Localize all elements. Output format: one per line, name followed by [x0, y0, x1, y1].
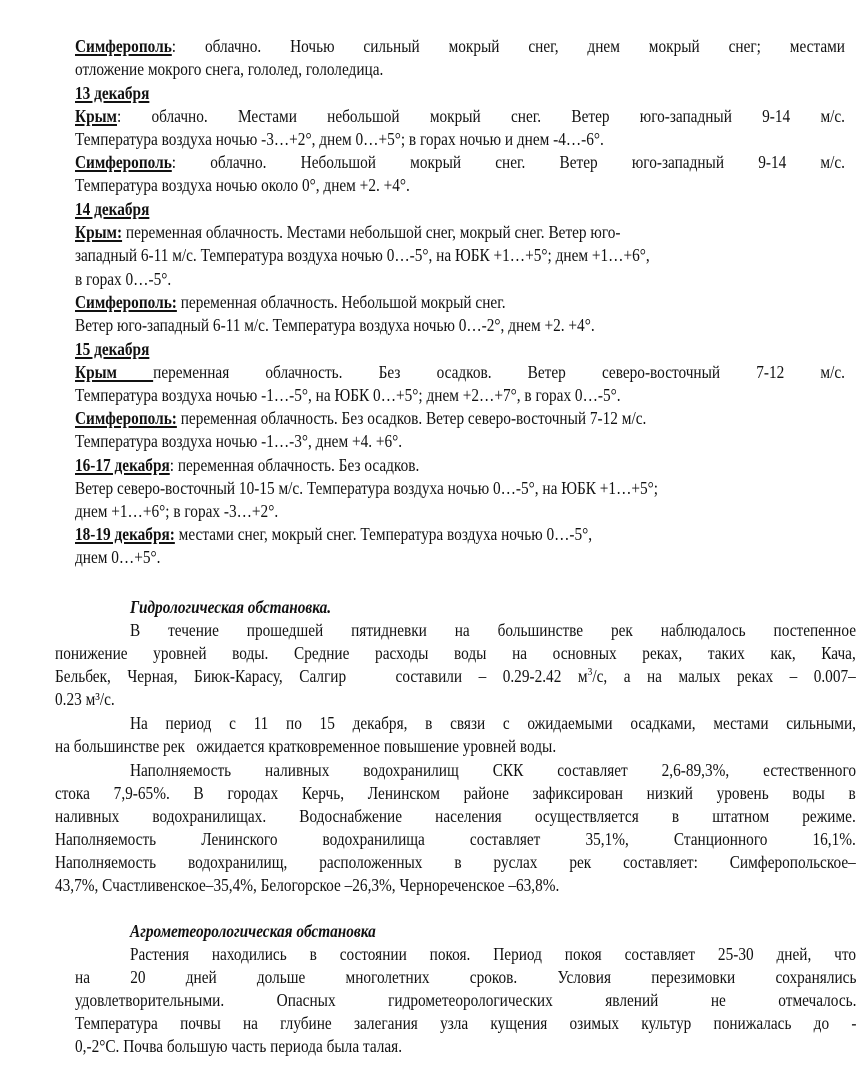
forecast-line [75, 384, 695, 407]
paragraph-text: стока 7,9-65%. В городах Керчь, Ленинском районе зафиксирован низкий уровень воды в [55, 783, 856, 803]
date-range-label: 16-17 декабря [75, 455, 170, 475]
paragraph-line [130, 712, 856, 735]
date-heading-text: 15 декабря [75, 339, 150, 359]
agro-title [130, 920, 409, 943]
city-label: Симферополь [75, 152, 172, 172]
forecast-line [75, 244, 728, 267]
paragraph-line [55, 642, 856, 665]
paragraph-line [75, 1012, 856, 1035]
forecast-line [75, 477, 738, 500]
forecast-text: переменная облачность. Небольшой мокрый снег. [176, 292, 506, 312]
forecast-intro-line [75, 58, 425, 81]
city-label: Симферополь [75, 36, 172, 56]
paragraph-line [75, 1035, 447, 1058]
paragraph-line [55, 665, 856, 688]
forecast-text: переменная облачность. Без осадков. Ветер северо-восточный 7-12 м/с. [176, 408, 647, 428]
paragraph-text: на большинстве рек ожидается кратковременное повышение уровней воды. [55, 736, 557, 756]
paragraph-line [55, 735, 625, 758]
paragraph-text: Бельбек, Черная, Биюк-Карасу, Салгир составили – 0.29-2.42 м [55, 666, 588, 686]
paragraph-line [55, 805, 856, 828]
forecast-text: переменная облачность. Без осадков. Ветер северо-восточный 7-12 м/с. [153, 362, 845, 382]
forecast-text: местами снег, мокрый снег. Температура воздуха ночью 0…-5°, [174, 524, 593, 544]
paragraph-text: 0,-2°C. Почва большую часть периода была талая. [75, 1036, 403, 1056]
forecast-line [75, 128, 676, 151]
paragraph-text: на 20 дней дольше многолетних сроков. Условия перезимовки сохранялись [75, 967, 857, 987]
date-range-label: 18-19 декабря: [75, 524, 175, 544]
paragraph-line [130, 943, 856, 966]
paragraph-text: наливных водохранилищах. Водоснабжение населения осуществляется в штатном режиме. [55, 806, 856, 826]
forecast-text: Ветер юго-западный 6-11 м/с. Температура воздуха ночью 0…-2°, днем +2. +4°. [75, 315, 595, 335]
forecast-text: днем +1…+6°; в горах -3…+2°. [75, 501, 279, 521]
forecast-text: : переменная облачность. Без осадков. [169, 455, 420, 475]
paragraph-text: понижение уровней воды. Средние расходы воды на основных реках, таких как, Кача, [55, 643, 856, 663]
forecast-line [75, 430, 447, 453]
forecast-intro-line [75, 35, 845, 58]
date-heading [75, 82, 159, 105]
date-heading-text: 14 декабря [75, 199, 150, 219]
date-heading-text: 13 декабря [75, 83, 150, 103]
paragraph-text: 43,7%, Счастливенское–35,4%, Белогорское –26,3%, Чернореченское –63,8%. [55, 875, 560, 895]
forecast-line [75, 268, 184, 291]
forecast-line [75, 221, 695, 244]
paragraph-text: Температура почвы на глубине залегания узла кущения озимых культур понижалась до - [75, 1013, 857, 1033]
forecast-text: отложение мокрого снега, гололед, гололедица. [75, 59, 384, 79]
paragraph-text: Наполняемость водохранилищ, расположенных в руслах рек составляет: Симферопольское– [55, 852, 856, 872]
paragraph-line [55, 851, 856, 874]
paragraph-text: На период с 11 по 15 декабря, в связи с ожидаемыми осадками, местами сильными, [130, 713, 856, 733]
forecast-line [75, 546, 172, 569]
paragraph-line [55, 828, 856, 851]
forecast-line [75, 291, 564, 314]
forecast-line [75, 174, 456, 197]
region-label: Крым: [75, 222, 123, 242]
forecast-line [75, 523, 663, 546]
forecast-line [75, 314, 666, 337]
paragraph-line [55, 688, 123, 711]
hydrology-title-text: Гидрологическая обстановка. [130, 597, 332, 617]
superscript: 3 [587, 666, 593, 679]
forecast-text: Ветер северо-восточный 10-15 м/с. Температура воздуха ночью 0…-5°, на ЮБК +1…+5°; [75, 478, 659, 498]
forecast-text: : облачно. Небольшой мокрый снег. Ветер юго-западный 9-14 м/с. [171, 152, 845, 172]
date-heading [75, 338, 159, 361]
paragraph-text: В течение прошедшей пятидневки на большинстве рек наблюдалось постепенное [130, 620, 856, 640]
paragraph-text: 0.23 м³/с. [55, 689, 115, 709]
city-label: Симферополь: [75, 292, 177, 312]
forecast-text: Температура воздуха ночью -1…-3°, днем +4. +6°. [75, 431, 403, 451]
paragraph-text: Наполняемость наливных водохранилищ СКК составляет 2,6-89,3%, естественного [130, 760, 856, 780]
forecast-text: : облачно. Ночью сильный мокрый снег, днем мокрый снег; местами [171, 36, 845, 56]
forecast-text: переменная облачность. Местами небольшой снег, мокрый снег. Ветер юго- [122, 222, 621, 242]
paragraph-line [75, 989, 856, 1012]
forecast-line [75, 151, 845, 174]
paragraph-line [55, 782, 856, 805]
city-label: Симферополь: [75, 408, 177, 428]
date-heading [75, 198, 159, 221]
paragraph-text: удовлетворительными. Опасных гидрометеорологических явлений не отмечалось. [75, 990, 857, 1010]
paragraph-text: Растения находились в состоянии покоя. Период покоя составляет 25-30 дней, что [130, 944, 856, 964]
region-label: Крым [75, 362, 154, 382]
paragraph-line [130, 619, 856, 642]
forecast-line [75, 500, 306, 523]
forecast-text: днем 0…+5°. [75, 547, 161, 567]
agro-title-text: Агрометеорологическая обстановка [130, 921, 376, 941]
forecast-text: в горах 0…-5°. [75, 269, 172, 289]
forecast-text: Температура воздуха ночью -3…+2°, днем 0…+5°; в горах ночью и днем -4…-6°. [75, 129, 604, 149]
forecast-line [75, 454, 466, 477]
forecast-line [75, 407, 724, 430]
forecast-text: западный 6-11 м/с. Температура воздуха ночью 0…-5°, на ЮБК +1…+5°; днем +1…+6°, [75, 245, 650, 265]
forecast-text: Температура воздуха ночью -1…-5°, на ЮБК 0…+5°; днем +2…+7°, в горах 0…-5°. [75, 385, 621, 405]
forecast-line [75, 105, 845, 128]
paragraph-line [75, 966, 856, 989]
paragraph-text: Наполняемость Ленинского водохранилища составляет 35,1%, Станционного 16,1%. [55, 829, 856, 849]
forecast-text: : облачно. Местами небольшой мокрый снег. Ветер юго-западный 9-14 м/с. [116, 106, 846, 126]
region-label: Крым [75, 106, 117, 126]
paragraph-text: /с, а на малых реках – 0.007– [592, 666, 856, 686]
forecast-line [75, 361, 845, 384]
forecast-text: Температура воздуха ночью около 0°, днем +2. +4°. [75, 175, 410, 195]
paragraph-line [130, 759, 856, 782]
paragraph-line [55, 874, 628, 897]
hydrology-title [130, 596, 359, 619]
